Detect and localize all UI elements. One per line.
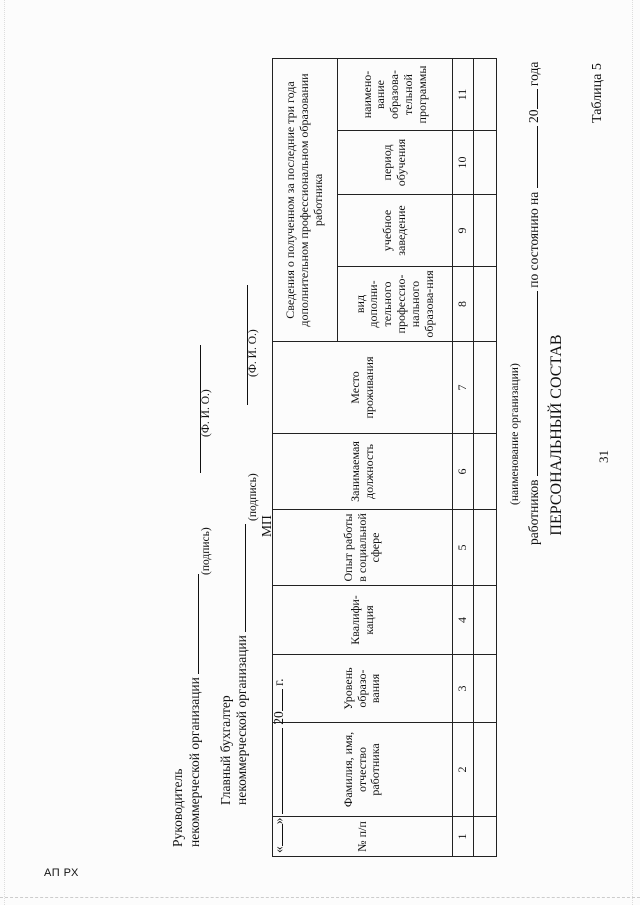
corner-mark: АП РХ bbox=[44, 867, 79, 879]
head-signature-hint: (подпись) bbox=[200, 527, 212, 575]
col-number: 5 bbox=[453, 510, 474, 586]
accountant-title: Главный бухгалтер bbox=[218, 695, 233, 805]
accountant-org-line: некоммерческой организации bbox=[233, 524, 250, 805]
year-suffix: года bbox=[526, 61, 541, 87]
col-header-11: наимено-вание образова-тельной программы bbox=[338, 58, 453, 130]
head-name-hint: (Ф. И. О.) bbox=[200, 389, 212, 437]
empty-cell[interactable] bbox=[474, 723, 497, 817]
workers-label: работников bbox=[526, 479, 541, 545]
col-header-2: Фамилия, имя, отчество работника bbox=[273, 723, 453, 817]
accountant-signature-blank[interactable] bbox=[233, 524, 246, 632]
page-number: 31 bbox=[596, 450, 611, 463]
col-header-4: Квалифи-кация bbox=[273, 586, 453, 655]
empty-cell[interactable] bbox=[474, 195, 497, 267]
date-line: «» 20 г. bbox=[271, 678, 286, 853]
head-signature-blank[interactable] bbox=[186, 574, 199, 674]
as-of-label: по состоянию на bbox=[526, 191, 541, 288]
col-number: 3 bbox=[453, 655, 474, 723]
month-blank[interactable] bbox=[270, 728, 283, 814]
header-line bbox=[525, 62, 542, 545]
column-number-row bbox=[453, 58, 474, 856]
stamp-label: МП bbox=[259, 515, 274, 537]
document-title: ПЕРСОНАЛЬНЫЙ СОСТАВ bbox=[548, 334, 565, 536]
org-name-blank[interactable] bbox=[525, 291, 538, 476]
col-header-3: Уровень образо-вания bbox=[273, 655, 453, 723]
col-number: 2 bbox=[453, 723, 474, 817]
col-number: 1 bbox=[453, 817, 474, 857]
empty-cell[interactable] bbox=[474, 655, 497, 723]
accountant-signature-hint: (подпись) bbox=[247, 473, 259, 521]
year-prefix: 20 bbox=[526, 109, 541, 123]
col-number: 7 bbox=[453, 342, 474, 434]
empty-cell[interactable] bbox=[474, 510, 497, 586]
col-header-7: Место проживания bbox=[273, 342, 453, 434]
head-org-line: некоммерческой организации bbox=[186, 574, 203, 847]
col-header-8: вид дополни-тельного профессио-нального образова-ния bbox=[338, 267, 453, 342]
col-number: 4 bbox=[453, 586, 474, 655]
col-header-5: Опыт работы в социальной сфере bbox=[273, 510, 453, 586]
col-number: 6 bbox=[453, 434, 474, 510]
col-header-6: Занимаемая должность bbox=[273, 434, 453, 510]
col-number: 10 bbox=[453, 131, 474, 195]
table-label: Таблица 5 bbox=[590, 63, 605, 123]
year-blank[interactable] bbox=[525, 89, 538, 109]
empty-cell[interactable] bbox=[474, 342, 497, 434]
date-year-blank[interactable] bbox=[270, 689, 283, 711]
col-header-10: период обучения bbox=[338, 131, 453, 195]
col-number: 11 bbox=[453, 58, 474, 130]
empty-cell[interactable] bbox=[474, 267, 497, 342]
empty-cell[interactable] bbox=[474, 58, 497, 130]
table-row bbox=[474, 58, 497, 856]
head-title: Руководитель bbox=[170, 768, 185, 847]
empty-cell[interactable] bbox=[474, 131, 497, 195]
col-number: 8 bbox=[453, 267, 474, 342]
empty-cell[interactable] bbox=[474, 817, 497, 857]
personnel-table bbox=[272, 58, 497, 857]
col-number: 9 bbox=[453, 195, 474, 267]
accountant-name-hint: (Ф. И. О.) bbox=[247, 329, 259, 377]
empty-cell[interactable] bbox=[474, 434, 497, 510]
col-header-1: № п/п bbox=[273, 817, 453, 857]
org-name-hint: (наименование организации) bbox=[509, 363, 521, 505]
day-blank[interactable] bbox=[270, 824, 283, 846]
col-header-9: учебное заведение bbox=[338, 195, 453, 267]
empty-cell[interactable] bbox=[474, 586, 497, 655]
group-header-training: Сведения о полученном за последние три года дополнительном профессиональном образовании работника bbox=[273, 58, 338, 341]
date-blank[interactable] bbox=[525, 126, 538, 188]
